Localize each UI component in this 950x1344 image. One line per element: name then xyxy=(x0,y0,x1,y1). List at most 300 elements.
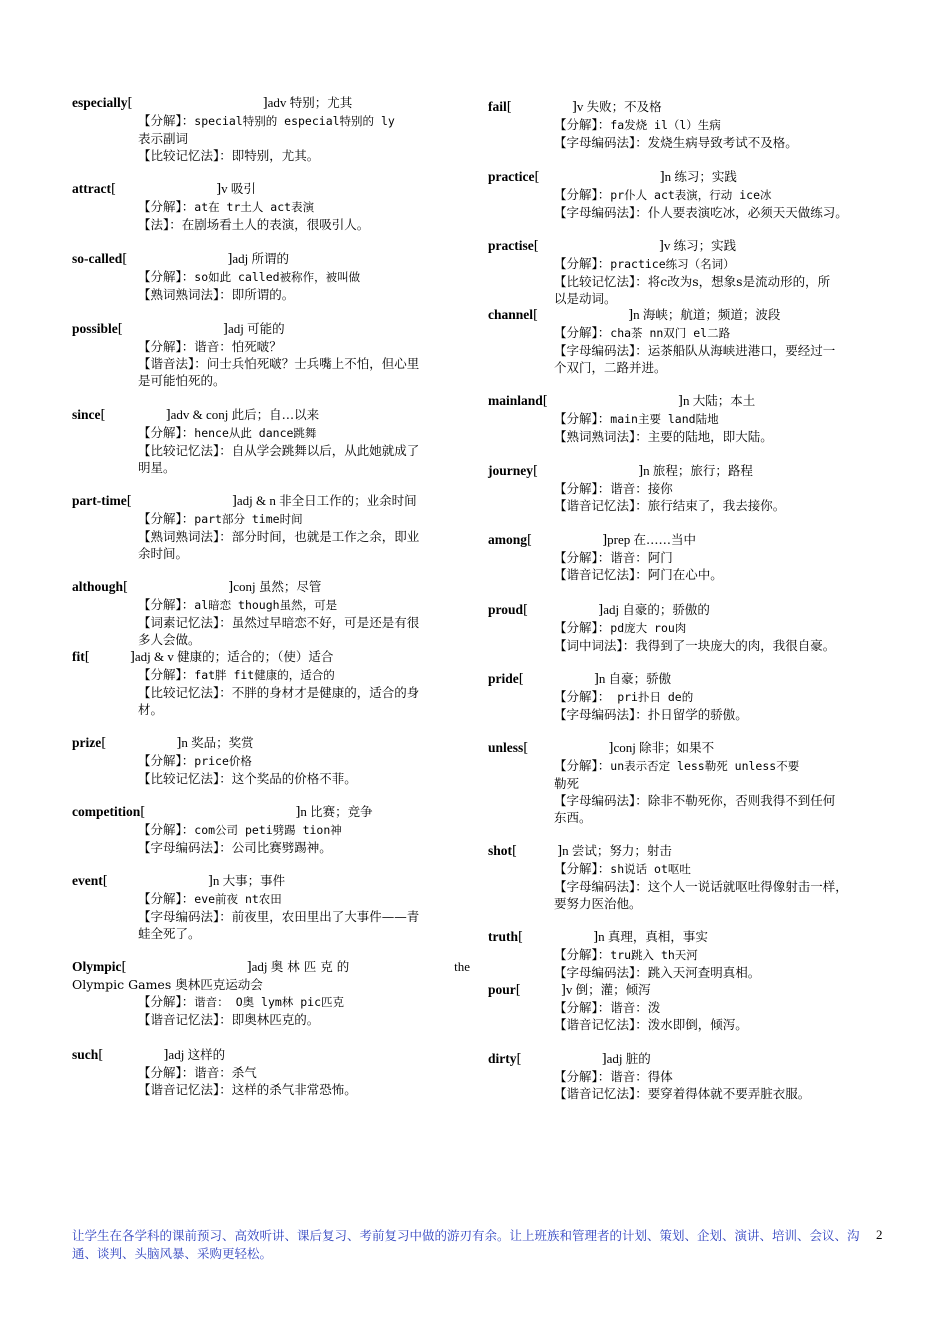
part-of-speech: v xyxy=(576,99,587,114)
line-text: 运茶船队从海峡进港口，要经过一 xyxy=(647,343,836,358)
line-text: 不胖的身材才是健康的，适合的身 xyxy=(231,685,420,700)
line-tag: 【谐音记忆法】： xyxy=(138,1012,232,1027)
part-of-speech: adj & v xyxy=(134,649,178,664)
line-tag: 【熟词熟词法】： xyxy=(138,529,232,544)
entry-line xyxy=(72,614,470,631)
line-tag: 【分解】： xyxy=(554,256,611,271)
entry-word: since xyxy=(72,407,101,422)
entry-line xyxy=(72,1011,470,1028)
vocab-entry xyxy=(488,462,886,514)
entry-word: practise xyxy=(488,238,534,253)
line-tag: 【字母编码法】： xyxy=(554,205,648,220)
entry-word: pride xyxy=(488,671,519,686)
line-text: 公司比赛劈踢神。 xyxy=(231,840,332,855)
phonetic-bracket: [ ] xyxy=(527,533,608,548)
entry-headline xyxy=(72,734,470,752)
line-text: 明星。 xyxy=(138,460,176,475)
entry-headline xyxy=(72,180,470,198)
vocab-entry xyxy=(72,734,470,787)
vocab-entry xyxy=(72,578,470,648)
entry-line xyxy=(72,112,470,130)
vocab-entry xyxy=(488,981,886,1033)
entry-word: shot xyxy=(488,843,513,858)
entry-word: truth xyxy=(488,929,518,944)
entry-meaning: 可能的 xyxy=(247,321,285,336)
line-tag: 【分解】： xyxy=(554,758,611,773)
phonetic-bracket: [ ] xyxy=(122,252,233,267)
phonetic-bracket: [ ] xyxy=(512,844,563,859)
part-of-speech: adj xyxy=(251,959,271,974)
line-text: un表示否定 less勒死 unless不要 xyxy=(610,759,800,773)
line-text: 要努力医治他。 xyxy=(554,896,642,911)
phonetic-bracket: [ ] xyxy=(101,736,182,751)
vocab-entry xyxy=(72,958,470,1028)
line-tag: 【分解】： xyxy=(554,947,611,962)
entry-meaning: 大陆；本土 xyxy=(692,393,756,408)
line-text: 以是动词。 xyxy=(554,291,617,306)
line-text: 旅行结束了，我去接你。 xyxy=(647,498,786,513)
phonetic-bracket: [ ] xyxy=(110,182,222,197)
line-text: 个双门，二路并进。 xyxy=(554,360,667,375)
line-tag: 【谐音记忆法】： xyxy=(554,1086,648,1101)
part-of-speech: conj xyxy=(613,740,640,755)
vocab-entry xyxy=(488,842,886,912)
entry-line xyxy=(488,410,886,428)
entry-meaning: 练习；实践 xyxy=(674,169,737,184)
entry-line xyxy=(72,130,470,147)
entry-meaning: 自豪的；骄傲的 xyxy=(622,602,710,617)
line-text: 谐音：泼 xyxy=(610,1000,661,1015)
line-text: 表示副词 xyxy=(138,131,189,146)
line-tag: 【字母编码法】： xyxy=(554,965,648,980)
entry-meaning: 真理，真相，事实 xyxy=(607,929,708,944)
entry-word: part-time xyxy=(72,493,127,508)
line-tag: 【分解】： xyxy=(138,1065,195,1080)
entry-meaning: 奖品；奖赏 xyxy=(191,735,254,750)
vocab-entry xyxy=(72,872,470,942)
entry-line xyxy=(488,619,886,637)
phonetic-bracket: [ ] xyxy=(533,308,634,323)
line-text: 这个奖品的价格不菲。 xyxy=(231,771,357,786)
line-text: 谐音：杀气 xyxy=(194,1065,257,1080)
line-text: 前夜里，农田里出了大事件——青 xyxy=(231,909,420,924)
phonetic-bracket: [ ] xyxy=(506,100,577,115)
line-text: 即特别，尤其。 xyxy=(231,148,320,163)
page-number: 2 xyxy=(876,1227,883,1242)
part-of-speech: adj xyxy=(232,251,252,266)
line-text: eve前夜 nt农田 xyxy=(194,892,282,906)
phonetic-bracket: [ ] xyxy=(126,494,237,509)
line-text: pr仆人 act表演，行动 ice冰 xyxy=(610,188,772,202)
entry-meaning: 奥 林 匹 克 的 xyxy=(270,959,350,974)
line-text: 勒死 xyxy=(554,776,580,791)
part-of-speech: adj xyxy=(168,1047,188,1062)
line-text: Olympic Games 奥林匹克运动会 xyxy=(72,977,263,992)
part-of-speech: n xyxy=(643,463,653,478)
entry-line xyxy=(488,342,886,359)
entry-headline xyxy=(488,392,886,410)
line-tag: 【词中词法】： xyxy=(554,638,636,653)
part-of-speech: n xyxy=(212,873,223,888)
phonetic-bracket: [ ] xyxy=(518,930,599,945)
vocab-entry xyxy=(72,803,470,856)
line-tag: 【法】： xyxy=(138,217,182,232)
vocab-entry xyxy=(488,392,886,445)
part-of-speech: n xyxy=(181,735,192,750)
line-text: 问士兵怕死啵？士兵嘴上不怕，但心里 xyxy=(206,356,420,371)
line-tag: 【熟词熟词法】： xyxy=(138,287,232,302)
entry-headline xyxy=(488,928,886,946)
entry-line xyxy=(72,925,470,942)
entry-word: proud xyxy=(488,602,524,617)
entry-line xyxy=(72,545,470,562)
entry-word: fail xyxy=(488,99,507,114)
entry-meaning: 自豪；骄傲 xyxy=(608,671,672,686)
part-of-speech: prep xyxy=(607,532,634,547)
vocab-entry xyxy=(488,168,886,221)
entry-meaning: 此后；自…以来 xyxy=(231,407,320,422)
entry-line xyxy=(488,428,886,445)
entry-word: such xyxy=(72,1047,99,1062)
entry-meaning: 大事；事件 xyxy=(222,873,286,888)
entry-line xyxy=(72,355,470,372)
entry-line xyxy=(72,1081,470,1098)
entry-meaning: 练习；实践 xyxy=(673,238,737,253)
vocab-entry xyxy=(488,739,886,826)
part-of-speech: n xyxy=(598,671,609,686)
vocab-entry xyxy=(72,250,470,303)
entry-line xyxy=(72,596,470,614)
line-tag: 【谐音法】： xyxy=(138,356,207,371)
part-of-speech: v xyxy=(663,238,674,253)
entry-line xyxy=(488,946,886,964)
vocab-entry xyxy=(72,94,470,164)
phonetic-bracket: [ ] xyxy=(123,580,234,595)
line-tag: 【谐音记忆法】： xyxy=(554,1017,648,1032)
part-of-speech: n xyxy=(633,307,643,322)
entry-line xyxy=(72,372,470,389)
entry-line xyxy=(72,701,470,718)
line-text: 发烧生病导致考试不及格。 xyxy=(647,135,798,150)
vocab-entry xyxy=(488,531,886,583)
entry-line xyxy=(72,752,470,770)
entry-word: Olympic xyxy=(72,959,122,974)
line-tag: 【分解】： xyxy=(554,117,611,132)
entry-line xyxy=(488,895,886,912)
entry-line xyxy=(72,216,470,233)
vocab-entry xyxy=(72,492,470,562)
entry-headline xyxy=(488,98,886,116)
entry-headline xyxy=(488,531,886,549)
vocab-entry xyxy=(72,648,470,718)
line-text: 这样的杀气非常恐怖。 xyxy=(231,1082,357,1097)
line-text: 谐音：得体 xyxy=(610,1069,673,1084)
phonetic-bracket: [ ] xyxy=(523,741,614,756)
entry-line xyxy=(72,338,470,355)
entry-line xyxy=(488,549,886,566)
line-text: tru跳入 th天河 xyxy=(610,948,698,962)
line-tag: 【分解】： xyxy=(554,411,611,426)
entry-line xyxy=(488,792,886,809)
entry-headline xyxy=(488,1050,886,1068)
part-of-speech: v xyxy=(565,982,576,997)
part-of-speech: n xyxy=(562,843,572,858)
entry-headline xyxy=(488,237,886,255)
line-tag: 【字母编码法】： xyxy=(554,707,648,722)
entry-meaning: 这样的 xyxy=(187,1047,226,1062)
entry-word: although xyxy=(72,579,124,594)
line-text: 泼水即倒，倾泻。 xyxy=(647,1017,748,1032)
line-text: fa发烧 il（l）生病 xyxy=(610,118,721,132)
phonetic-bracket: [ ] xyxy=(102,874,213,889)
part-of-speech: n xyxy=(300,804,311,819)
part-of-speech: adj xyxy=(227,321,248,336)
line-tag: 【分解】： xyxy=(554,620,611,635)
line-tag: 【谐音记忆法】： xyxy=(554,498,648,513)
entry-line xyxy=(488,134,886,151)
entry-word: prize xyxy=(72,735,102,750)
entry-headline xyxy=(72,94,470,112)
entry-line xyxy=(488,324,886,342)
entry-headline xyxy=(72,250,470,268)
entry-meaning: 所谓的 xyxy=(251,251,290,266)
vocab-entry xyxy=(488,306,886,376)
phonetic-bracket: [ ] xyxy=(518,672,599,687)
entry-headline xyxy=(488,168,886,186)
entry-line xyxy=(72,666,470,684)
line-tag: 【分解】： xyxy=(138,113,195,128)
line-tag: 【分解】： xyxy=(138,891,195,906)
entry-meaning: 在……当中 xyxy=(633,532,697,547)
entry-line xyxy=(72,1064,470,1081)
entry-word: event xyxy=(72,873,103,888)
entry-meaning: 脏的 xyxy=(625,1051,651,1066)
line-text: 谐音：怕死啵？ xyxy=(194,339,282,354)
line-tag: 【分解】： xyxy=(138,425,195,440)
vocab-entry xyxy=(72,1046,470,1098)
vocab-entry xyxy=(488,601,886,654)
entry-meaning: 非全日工作的；业余时间 xyxy=(279,493,417,508)
phonetic-bracket: [ ] xyxy=(523,603,604,618)
entry-meaning: 比赛；竞争 xyxy=(310,804,373,819)
line-tag: 【分解】： xyxy=(554,325,611,340)
line-tag: 【分解】： xyxy=(138,597,195,612)
entry-line xyxy=(488,1085,886,1102)
line-text: 将c改为s，想象s是流动形的，所 xyxy=(647,274,831,289)
phonetic-bracket: [ ] xyxy=(542,394,683,409)
entry-line xyxy=(72,684,470,701)
entry-meaning: 虽然；尽管 xyxy=(258,579,322,594)
line-text: sh说话 ot呕吐 xyxy=(610,862,691,876)
vocab-entry xyxy=(488,237,886,307)
entry-line xyxy=(488,204,886,221)
entry-line xyxy=(72,424,470,442)
entry-meaning: 尝试；努力；射击 xyxy=(571,843,672,858)
line-text: al暗恋 though虽然，可是 xyxy=(194,598,338,612)
line-tag: 【熟词熟词法】： xyxy=(554,429,648,444)
entry-meaning: 除非；如果不 xyxy=(639,740,715,755)
vocab-entry xyxy=(488,1050,886,1102)
vocab-entry xyxy=(72,180,470,233)
line-tag: 【分解】： xyxy=(554,187,611,202)
entry-line xyxy=(488,757,886,775)
part-of-speech: adj & n xyxy=(236,493,280,508)
entry-headline xyxy=(72,578,470,596)
line-text: 部分时间，也就是工作之余，即业 xyxy=(231,529,420,544)
phonetic-bracket: [ ] xyxy=(533,239,664,254)
line-text: 谐音：接你 xyxy=(610,481,673,496)
entry-line xyxy=(488,359,886,376)
footer-text: 让学生在各学科的课前预习、高效听讲、课后复习、考前复习中做的游刃有余。让上班族和管理者的计划、策划、企划、演讲、培训、会议、沟通、谈判、头脑风暴、采购更轻松。 xyxy=(72,1228,860,1261)
line-tag: 【分解】： xyxy=(138,199,195,214)
entry-line xyxy=(488,878,886,895)
entry-line xyxy=(72,770,470,787)
entry-headline xyxy=(488,842,886,860)
entry-meaning: 倒；灌；倾泻 xyxy=(575,982,651,997)
line-tag: 【谐音记忆法】： xyxy=(554,567,648,582)
line-tag: 【分解】： xyxy=(554,550,611,565)
line-tag: 【谐音记忆法】： xyxy=(138,1082,232,1097)
line-text: 自从学会跳舞以后，从此她就成了 xyxy=(231,443,420,458)
part-of-speech: adv & conj xyxy=(170,407,232,422)
line-tag: 【字母编码法】： xyxy=(554,879,648,894)
line-tag: 【比较记忆法】： xyxy=(138,443,232,458)
entry-line xyxy=(488,688,886,706)
entry-headline xyxy=(72,492,470,510)
line-text: com公司 peti劈踢 tion神 xyxy=(194,823,342,837)
entry-line xyxy=(488,116,886,134)
entry-word: so-called xyxy=(72,251,123,266)
phonetic-bracket: [ ] xyxy=(516,1052,607,1067)
line-tag: 【分解】： xyxy=(554,861,611,876)
line-tag: 【分解】： xyxy=(138,339,195,354)
entry-line xyxy=(488,964,886,981)
entry-line xyxy=(488,566,886,583)
entry-word: unless xyxy=(488,740,524,755)
entry-word: pour xyxy=(488,982,516,997)
entry-line xyxy=(72,993,470,1011)
line-text: 阿门在心中。 xyxy=(647,567,723,582)
entry-word: channel xyxy=(488,307,534,322)
phonetic-bracket: [ ] xyxy=(84,650,135,665)
entry-headline xyxy=(488,739,886,757)
entry-headline xyxy=(488,462,886,480)
entry-headline xyxy=(488,601,886,619)
line-tag: 【分解】： xyxy=(138,994,195,1009)
line-text: fat胖 fit健康的，适合的 xyxy=(194,668,335,682)
part-of-speech: n xyxy=(664,169,675,184)
entry-line xyxy=(72,528,470,545)
entry-word: among xyxy=(488,532,528,547)
entry-line xyxy=(488,290,886,307)
entry-line xyxy=(488,706,886,723)
line-text: part部分 time时间 xyxy=(194,512,303,526)
entry-line xyxy=(72,510,470,528)
line-text: practice练习（名词） xyxy=(610,257,735,271)
entry-line xyxy=(488,186,886,204)
entry-headline xyxy=(72,958,470,976)
line-tag: 【分解】： xyxy=(554,481,611,496)
line-text: 在剧场看土人的表演，很吸引人。 xyxy=(181,217,370,232)
entry-meaning: 健康的；适合的；（使）适合 xyxy=(177,649,334,664)
line-text: 要穿着得体就不要弄脏衣服。 xyxy=(647,1086,811,1101)
line-tag: 【分解】： xyxy=(138,667,195,682)
entry-headline xyxy=(72,803,470,821)
entry-line xyxy=(72,459,470,476)
vocab-entry xyxy=(72,320,470,389)
vocab-entry xyxy=(488,98,886,151)
entry-line xyxy=(72,908,470,925)
line-text: 即所谓的。 xyxy=(231,287,295,302)
line-text: 即奥林匹克的。 xyxy=(231,1012,320,1027)
phonetic-bracket: [ ] xyxy=(98,1048,169,1063)
entry-line xyxy=(488,480,886,497)
line-tag: 【字母编码法】： xyxy=(138,840,232,855)
entry-meaning: 旅程；旅行；路程 xyxy=(652,463,753,478)
line-tag: 【字母编码法】： xyxy=(554,135,648,150)
line-tag: 【字母编码法】： xyxy=(554,343,648,358)
part-of-speech: adj xyxy=(603,602,623,617)
line-tag: 【比较记忆法】： xyxy=(138,148,232,163)
entry-line xyxy=(72,631,470,648)
entry-headline xyxy=(488,670,886,688)
entry-line xyxy=(488,775,886,792)
entry-line xyxy=(488,999,886,1016)
entry-line xyxy=(72,821,470,839)
line-text: 谐音：阿门 xyxy=(610,550,673,565)
line-text: so如此 called被称作，被叫做 xyxy=(194,270,361,284)
entry-word: fit xyxy=(72,649,85,664)
line-tag: 【分解】： xyxy=(138,822,195,837)
vocab-entry xyxy=(488,670,886,723)
line-text: 余时间。 xyxy=(138,546,189,561)
entry-headline xyxy=(72,872,470,890)
entry-line xyxy=(72,198,470,216)
line-tag: 【分解】： xyxy=(554,689,611,704)
line-tag: 【字母编码法】： xyxy=(138,909,232,924)
entry-word: mainland xyxy=(488,393,543,408)
phonetic-bracket: [ ] xyxy=(533,464,644,479)
entry-line xyxy=(488,497,886,514)
entry-word: especially xyxy=(72,95,128,110)
entry-headline xyxy=(72,1046,470,1064)
entry-headline xyxy=(488,306,886,324)
entry-extra: the xyxy=(454,959,470,974)
phonetic-bracket: [ ] xyxy=(515,983,566,998)
line-text: 跳入天河查明真相。 xyxy=(647,965,761,980)
entry-line xyxy=(72,976,470,993)
line-tag: 【分解】： xyxy=(138,753,195,768)
entry-meaning: 失败；不及格 xyxy=(586,99,662,114)
phonetic-bracket: [ ] xyxy=(100,408,171,423)
line-text: at在 tr土人 act表演 xyxy=(194,200,315,214)
entry-line xyxy=(488,860,886,878)
entry-word: practice xyxy=(488,169,535,184)
vocab-entry xyxy=(488,928,886,981)
line-text: pri扑日 de的 xyxy=(610,690,694,704)
entry-word: possible xyxy=(72,321,118,336)
entry-line xyxy=(72,442,470,459)
line-text: price价格 xyxy=(194,754,252,768)
entry-line xyxy=(488,255,886,273)
entry-word: attract xyxy=(72,181,111,196)
entry-line xyxy=(488,809,886,826)
entry-line xyxy=(72,286,470,303)
line-text: 除非不勒死你，否则我得不到任何 xyxy=(647,793,836,808)
line-tag: 【分解】： xyxy=(554,1069,611,1084)
line-text: 仆人要表演吃冰，必须天天做练习。 xyxy=(647,205,848,220)
entry-meaning: 海峡；航道；频道；波段 xyxy=(642,307,781,322)
